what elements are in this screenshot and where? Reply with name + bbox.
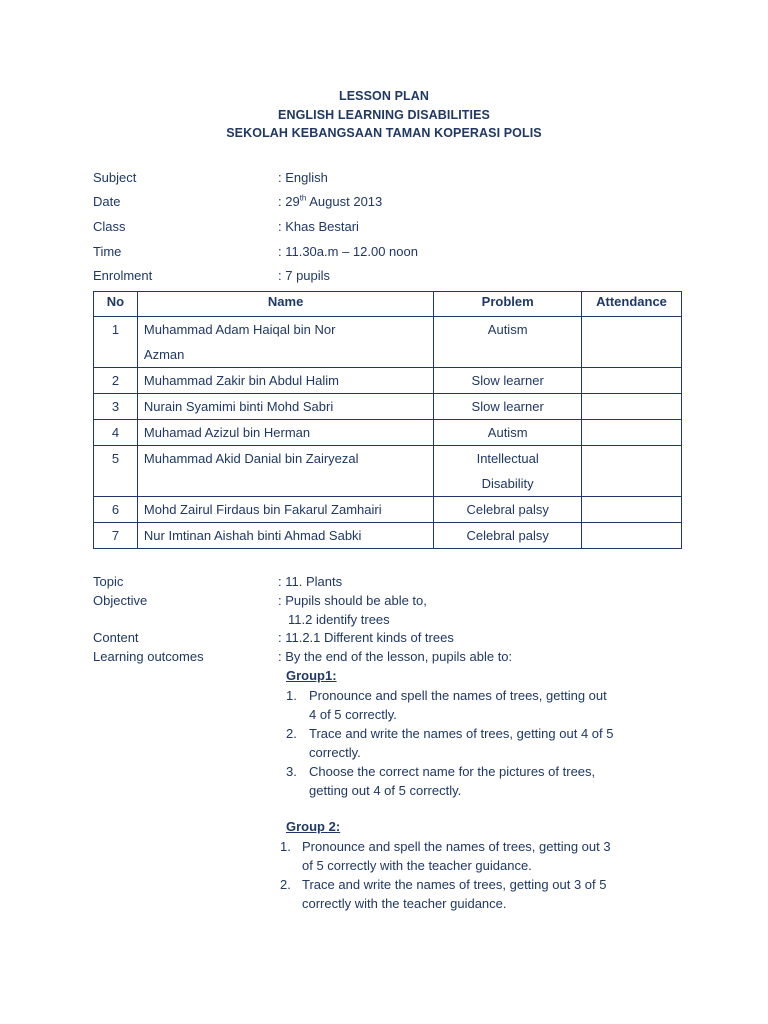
enrolment-label: Enrolment	[93, 268, 153, 283]
group1-title: Group1:	[286, 668, 337, 683]
table-row	[94, 446, 682, 497]
cell-problem: Celebral palsy	[434, 523, 582, 549]
school-name: SEKOLAH KEBANGSAAN TAMAN KOPERASI POLIS	[226, 126, 542, 140]
cell-name: Muhammad Zakir bin Abdul Halim	[137, 368, 433, 394]
cell-name: Muhammad Adam Haiqal bin Nor Azman	[137, 317, 433, 368]
objective-label: Objective	[93, 593, 148, 608]
cell-problem: Autism	[434, 317, 582, 368]
cell-attendance	[582, 446, 682, 497]
subject-value: : English	[278, 170, 328, 185]
document-title: LESSON PLAN	[339, 89, 429, 103]
cell-no: 7	[94, 523, 138, 549]
cell-no: 2	[94, 368, 138, 394]
topic-value: : 11. Plants	[278, 574, 343, 589]
date-label: Date	[93, 194, 121, 209]
time-label: Time	[93, 244, 122, 259]
cell-problem: Autism	[434, 420, 582, 446]
cell-attendance	[582, 317, 682, 368]
content-label: Content	[93, 630, 139, 645]
table-row	[94, 497, 682, 523]
subject-label: Subject	[93, 170, 137, 185]
cell-problem: Celebral palsy	[434, 497, 582, 523]
date-value: : 29th August 2013	[278, 193, 383, 209]
cell-name: Muhammad Akid Danial bin Zairyezal	[137, 446, 433, 497]
table-row	[94, 523, 682, 549]
header-attendance: Attendance	[582, 292, 682, 317]
cell-no: 1	[94, 317, 138, 368]
table-header-row	[94, 292, 682, 317]
group2-title: Group 2:	[286, 819, 341, 834]
cell-problem: Slow learner	[434, 368, 582, 394]
table-row	[94, 317, 682, 368]
outcomes-label: Learning outcomes	[93, 649, 204, 664]
outcomes-value: : By the end of the lesson, pupils able to:	[278, 649, 513, 664]
cell-name: Nurain Syamimi binti Mohd Sabri	[137, 394, 433, 420]
time-value: : 11.30a.m – 12.00 noon	[278, 244, 418, 259]
header-no: No	[94, 292, 138, 317]
cell-attendance	[582, 394, 682, 420]
header-problem: Problem	[434, 292, 582, 317]
table-row	[94, 394, 682, 420]
cell-attendance	[582, 523, 682, 549]
cell-name: Nur Imtinan Aishah binti Ahmad Sabki	[137, 523, 433, 549]
cell-attendance	[582, 497, 682, 523]
document-subtitle: ENGLISH LEARNING DISABILITIES	[278, 108, 490, 122]
cell-no: 4	[94, 420, 138, 446]
class-value: : Khas Bestari	[278, 219, 359, 234]
cell-no: 6	[94, 497, 138, 523]
cell-problem: Slow learner	[434, 394, 582, 420]
topic-label: Topic	[93, 574, 124, 589]
cell-no: 3	[94, 394, 138, 420]
cell-attendance	[582, 368, 682, 394]
table-row	[94, 420, 682, 446]
cell-name: Muhamad Azizul bin Herman	[137, 420, 433, 446]
header-name: Name	[137, 292, 433, 317]
objective-value: : Pupils should be able to,	[278, 593, 427, 608]
table-row	[94, 368, 682, 394]
objective-sub: 11.2 identify trees	[288, 612, 390, 627]
class-label: Class	[93, 219, 126, 234]
cell-no: 5	[94, 446, 138, 497]
cell-name: Mohd Zairul Firdaus bin Fakarul Zamhairi	[137, 497, 433, 523]
students-table	[93, 291, 682, 549]
enrolment-value: : 7 pupils	[278, 268, 331, 283]
cell-attendance	[582, 420, 682, 446]
content-value: : 11.2.1 Different kinds of trees	[278, 630, 454, 645]
cell-problem: Intellectual Disability	[434, 446, 582, 497]
